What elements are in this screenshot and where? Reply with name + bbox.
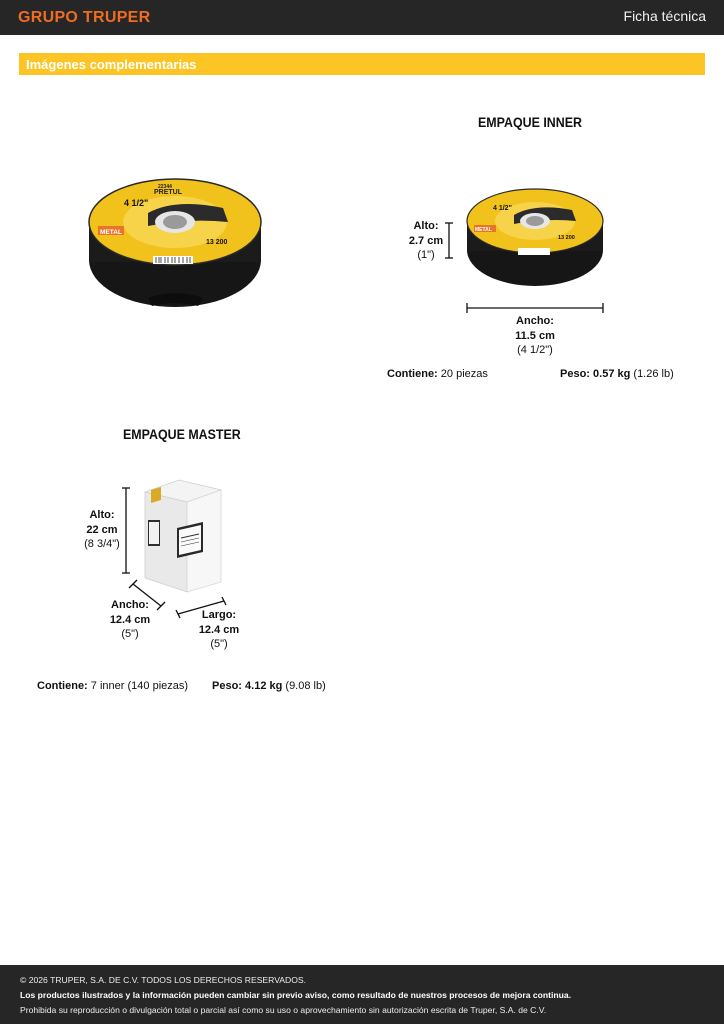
master-box-image — [143, 478, 223, 594]
inner-width-dimension-line — [466, 302, 604, 314]
disc-size: 4 1/2" — [124, 198, 149, 208]
inner-disc-rpm: 13 200 — [558, 235, 575, 241]
footer-copyright: © 2026 TRUPER, S.A. DE C.V. TODOS LOS DERECHOS RESERVADOS. — [20, 975, 307, 985]
disc-code: 22344 — [158, 184, 172, 190]
disc-rpm: 13 200 — [206, 239, 228, 246]
master-contains-value: 7 inner — [90, 680, 125, 692]
inner-weight-value: 0.57 kg — [593, 368, 631, 380]
master-weight-imperial: (9.08 lb) — [285, 680, 326, 692]
inner-disc-size: 4 1/2" — [493, 205, 512, 212]
master-height-imperial: (8 3/4") — [84, 538, 120, 550]
inner-height-title: Alto: — [413, 220, 439, 232]
inner-height-imperial: (1") — [417, 249, 435, 261]
master-width-label — [100, 598, 160, 642]
inner-disc-material: METAL — [475, 227, 492, 233]
inner-width-imperial: (4 1/2") — [517, 344, 553, 356]
inner-width-metric: 11.5 cm — [515, 329, 555, 342]
inner-weight-imperial: (1.26 lb) — [633, 368, 674, 380]
inner-height-label — [400, 219, 452, 263]
inner-contains — [387, 368, 488, 380]
master-length-label — [189, 608, 249, 652]
master-width-title: Ancho: — [111, 599, 149, 611]
footer — [0, 965, 724, 1024]
inner-width-label — [500, 314, 570, 358]
section-title: Imágenes complementarias — [26, 57, 197, 72]
master-weight-label: Peso: — [212, 680, 242, 692]
master-height-metric: 22 cm — [86, 523, 118, 536]
master-length-imperial: (5") — [210, 638, 228, 650]
inner-pack-title: EMPAQUE INNER — [478, 115, 582, 130]
master-height-title: Alto: — [89, 509, 115, 521]
master-contains-label: Contiene: — [37, 680, 88, 692]
top-bar — [0, 0, 724, 35]
disc-brand: PRETUL — [154, 189, 182, 196]
master-height-label — [76, 508, 128, 552]
inner-pack-image — [466, 188, 604, 288]
inner-weight-label: Peso: — [560, 368, 590, 380]
inner-contains-value: 20 piezas — [440, 368, 488, 380]
disc-material: METAL — [100, 229, 122, 236]
master-contains — [37, 680, 188, 692]
master-width-imperial: (5") — [121, 628, 139, 640]
footer-legal: Prohibida su reproducción o divulgación total o parcial así como su uso o aprovechamiento sin autorización escrita de Truper, S.A. de C.V. — [20, 1005, 547, 1015]
inner-height-metric: 2.7 cm — [408, 234, 444, 247]
master-weight — [212, 680, 326, 692]
inner-contains-label: Contiene: — [387, 368, 438, 380]
master-length-metric: 12.4 cm — [198, 623, 240, 636]
master-pack-title: EMPAQUE MASTER — [123, 427, 241, 442]
document-type: Ficha técnica — [623, 8, 706, 24]
master-length-title: Largo: — [201, 609, 237, 621]
section-header — [19, 53, 705, 75]
brand-logo: GRUPO TRUPER — [18, 9, 151, 26]
master-width-metric: 12.4 cm — [109, 613, 151, 626]
footer-notice: Los productos ilustrados y la información pueden cambiar sin previo aviso, como resultado de nuestros procesos de mejora continua. — [20, 990, 572, 1000]
product-disc-image — [88, 178, 262, 310]
inner-width-title: Ancho: — [516, 315, 554, 327]
inner-weight — [560, 368, 674, 380]
master-weight-value: 4.12 kg — [245, 680, 283, 692]
master-contains-pieces: (140 piezas) — [127, 680, 189, 692]
